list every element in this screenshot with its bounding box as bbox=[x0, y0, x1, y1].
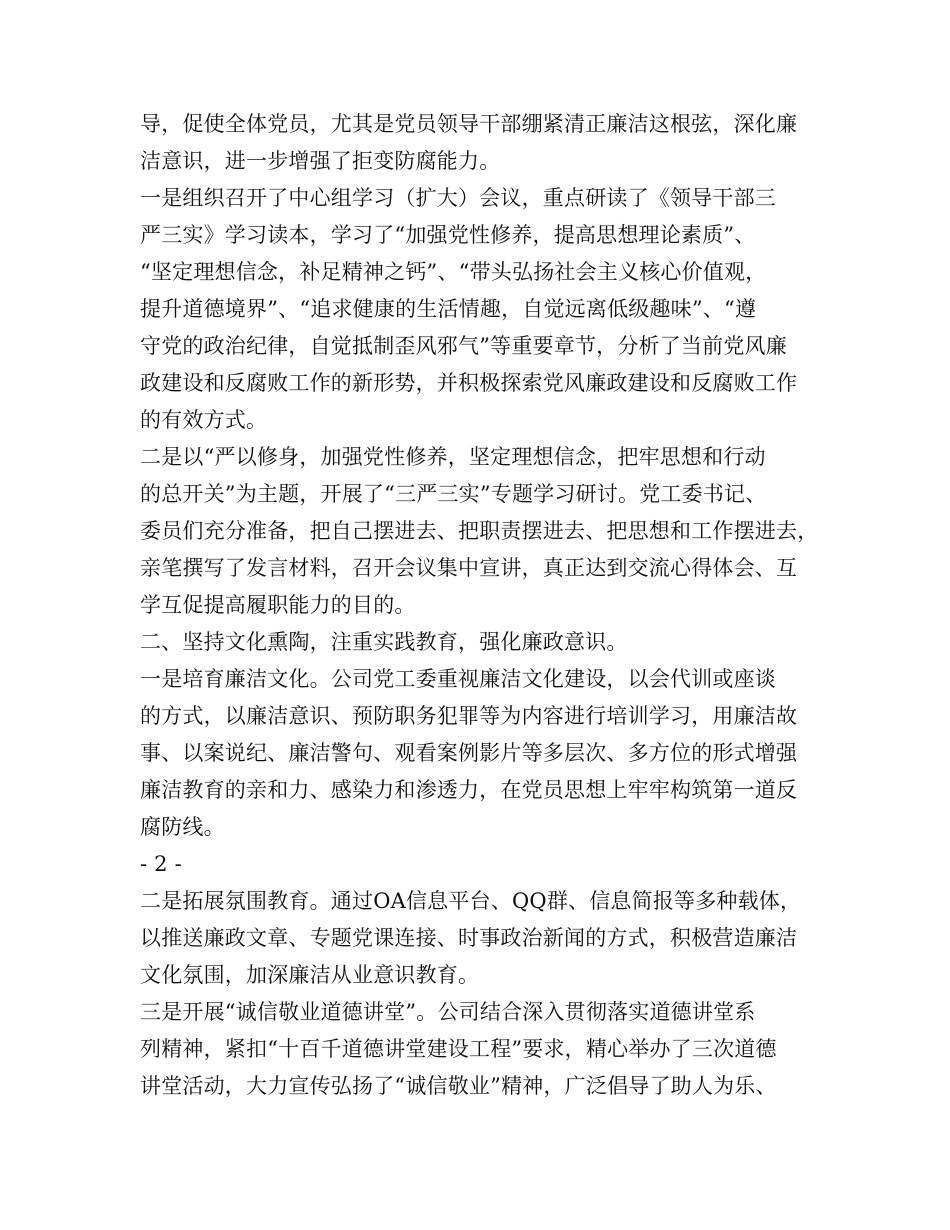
text-line: 严三实》学习读本，学习了“加强党性修养，提高思想理论素质”、 bbox=[140, 223, 756, 247]
text-line: 委员们充分准备，把自己摆进去、把职责摆进去、把思想和工作摆进去， bbox=[140, 519, 819, 543]
text-line: 腐防线。 bbox=[140, 815, 225, 839]
text-line: 一是培育廉洁文化。公司党工委重视廉洁文化建设，以会代训或座谈 bbox=[140, 667, 776, 691]
text-line: 廉洁教育的亲和力、感染力和渗透力，在党员思想上牢牢构筑第一道反 bbox=[140, 778, 798, 802]
text-line: 提升道德境界”、“追求健康的生活情趣，自觉远离低级趣味”、“遵 bbox=[140, 297, 757, 321]
text-line: 学互促提高履职能力的目的。 bbox=[140, 593, 416, 617]
text-line: 三是开展“诚信敬业道德讲堂”。公司结合深入贯彻落实道德讲堂系 bbox=[140, 1000, 756, 1024]
text-line: 讲堂活动，大力宣传弘扬了“诚信敬业”精神，广泛倡导了助人为乐、 bbox=[140, 1074, 777, 1098]
text-line: “坚定理想信念，补足精神之钙”、“带头弘扬社会主义核心价值观， bbox=[140, 260, 767, 284]
text-line: 事、以案说纪、廉洁警句、观看案例影片等多层次、多方位的形式增强 bbox=[140, 741, 798, 765]
text-line: 文化氛围，加深廉洁从业意识教育。 bbox=[140, 963, 480, 987]
text-line: 的有效方式。 bbox=[140, 408, 268, 432]
page-number: - 2 - bbox=[140, 852, 182, 876]
text-line: 洁意识，进一步增强了拒变防腐能力。 bbox=[140, 149, 501, 173]
text-line: 的方式，以廉洁意识、预防职务犯罪等为内容进行培训学习，用廉洁故 bbox=[140, 704, 798, 728]
text-line: 以推送廉政文章、专题党课连接、时事政治新闻的方式，积极营造廉洁 bbox=[140, 926, 798, 950]
text-line: 的总开关”为主题，开展了“三严三实”专题学习研讨。党工委书记、 bbox=[140, 482, 767, 506]
text-line: 亲笔撰写了发言材料，召开会议集中宣讲，真正达到交流心得体会、互 bbox=[140, 556, 798, 580]
text-line: 守党的政治纪律，自觉抵制歪风邪气”等重要章节，分析了当前党风廉 bbox=[140, 334, 787, 358]
text-line: 二是拓展氛围教育。通过OA信息平台、QQ群、信息简报等多种载体， bbox=[140, 889, 802, 913]
text-line: 一是组织召开了中心组学习（扩大）会议，重点研读了《领导干部三 bbox=[140, 186, 776, 210]
text-line: 列精神，紧扣“十百千道德讲堂建设工程”要求，精心举办了三次道德 bbox=[140, 1037, 777, 1061]
text-line: 二是以“严以修身，加强党性修养，坚定理想信念，把牢思想和行动 bbox=[140, 445, 766, 469]
text-line: 政建设和反腐败工作的新形势，并积极探索党风廉政建设和反腐败工作 bbox=[140, 371, 798, 395]
text-line: 导，促使全体党员，尤其是党员领导干部绷紧清正廉洁这根弦，深化廉 bbox=[140, 112, 798, 136]
section-heading: 二、坚持文化熏陶，注重实践教育，强化廉政意识。 bbox=[140, 630, 628, 654]
body-text bbox=[140, 106, 830, 1105]
